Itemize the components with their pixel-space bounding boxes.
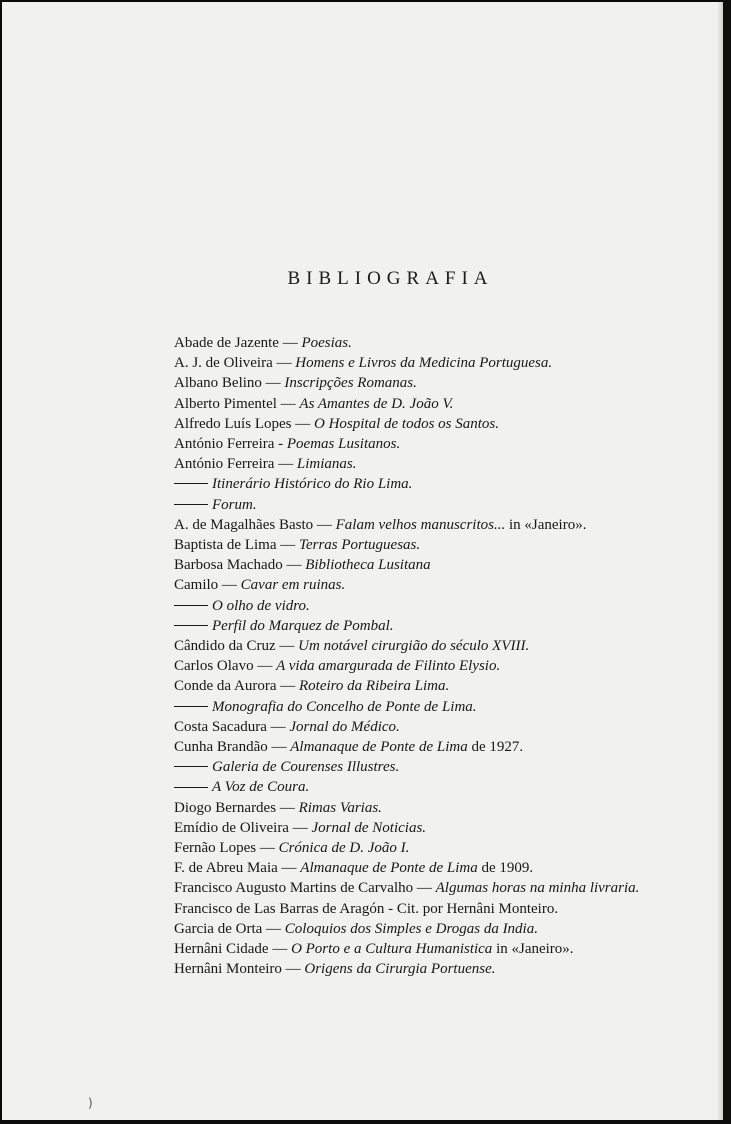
entry-author: Cândido da Cruz — [174, 638, 276, 655]
bibliography-entry — [174, 757, 664, 777]
entry-work-title: Galeria de Courenses Illustres. — [212, 759, 400, 776]
entry-work-title: O Porto e a Cultura Humanistica — [291, 941, 493, 958]
entry-work-title: Algumas horas na minha livraria. — [435, 880, 640, 897]
page-title: BIBLIOGRAFIA — [287, 268, 494, 289]
bibliography-entry — [174, 474, 664, 494]
entry-work-title: Origens da Cirurgia Portuense. — [304, 961, 496, 978]
bibliography-entry — [174, 737, 664, 757]
entry-separator: — — [253, 658, 277, 675]
entry-work-title: A vida amargurada de Filinto Elysio. — [276, 658, 501, 675]
entry-work-title: Jornal do Médico. — [289, 718, 400, 735]
bibliography-entry — [174, 838, 664, 858]
bibliography-entry — [174, 394, 664, 414]
bibliography-entry — [174, 899, 664, 919]
entry-author: Hernâni Cidade — [174, 941, 269, 958]
bibliography-entry — [174, 596, 664, 616]
bibliography-entry — [174, 575, 664, 595]
entry-author: Alfredo Luís Lopes — [174, 415, 292, 432]
bibliography-entry — [174, 717, 664, 737]
bibliography-entry — [174, 798, 664, 818]
entry-work-title: Poemas Lusitanos. — [286, 436, 401, 453]
bibliography-entry — [174, 535, 664, 555]
entry-separator: - — [274, 436, 287, 453]
entry-author: Costa Sacadura — [174, 718, 267, 735]
entry-separator: — — [282, 557, 306, 574]
bibliography-entry — [174, 454, 664, 474]
entry-author: Albano Belino — [174, 375, 262, 392]
entry-author: Barbosa Machado — [174, 557, 283, 574]
entry-suffix: Cit. por Hernâni Monteiro. — [396, 900, 559, 917]
entry-work-title: O olho de vidro. — [212, 597, 310, 614]
entry-separator: — — [276, 395, 300, 412]
entry-work-title: Um notável cirurgião do século XVIII. — [298, 638, 530, 655]
entry-separator: — — [261, 375, 285, 392]
entry-separator: — — [218, 577, 241, 594]
bibliography-entry — [174, 697, 664, 717]
entry-separator: — — [262, 920, 285, 937]
entry-work-title: Almanaque de Ponte de Lima — [300, 860, 478, 877]
entry-author: Garcia de Orta — [174, 920, 263, 937]
bibliography-entry — [174, 959, 664, 979]
entry-separator: — — [275, 638, 299, 655]
entry-author: Diogo Bernardes — [174, 799, 277, 816]
entry-author: Conde da Aurora — [174, 678, 277, 695]
bibliography-entry — [174, 777, 664, 797]
bibliography-entry — [174, 616, 664, 636]
entry-author: Abade de Jazente — [174, 335, 279, 351]
entry-separator: — — [288, 819, 312, 836]
entry-separator: — — [276, 537, 299, 554]
margin-mark: ) — [88, 1096, 93, 1110]
entry-work-title: A Voz de Coura. — [212, 779, 310, 796]
entry-work-title: Forum. — [212, 496, 257, 513]
entry-work-title: Limianas. — [296, 456, 357, 473]
bibliography-entry — [174, 676, 664, 696]
entry-separator: — — [256, 840, 279, 857]
bibliography-entry — [174, 434, 664, 454]
entry-work-title: Coloquios dos Simples e Drogas da India. — [284, 920, 538, 937]
entry-work-title: Itinerário Histórico do Rio Lima. — [212, 476, 413, 493]
bibliography-entry — [174, 656, 664, 676]
entry-separator: — — [276, 678, 299, 695]
entry-separator: — — [276, 799, 299, 816]
entry-separator: — — [267, 739, 291, 756]
bibliography-entry — [174, 818, 664, 838]
entry-author: Alberto Pimentel — [174, 395, 277, 412]
bibliography-entry — [174, 373, 664, 393]
ditto-dash — [174, 605, 208, 606]
entry-suffix: in «Janeiro». — [505, 516, 587, 533]
entry-author: A. de Magalhães Basto — [174, 516, 314, 533]
bibliography-entry — [174, 414, 664, 434]
entry-separator: - — [384, 900, 397, 917]
bibliography-entry — [174, 636, 664, 656]
entry-separator: — — [266, 718, 290, 735]
bibliography-entry — [174, 555, 664, 575]
entry-work-title: Almanaque de Ponte de Lima — [290, 739, 468, 756]
bibliography-entry — [174, 939, 664, 959]
entry-work-title: Inscripções Romanas. — [284, 375, 417, 392]
entry-separator: — — [281, 961, 305, 978]
entry-suffix: de 1909. — [477, 860, 534, 877]
entry-author: F. de Abreu Maia — [174, 860, 278, 877]
entry-work-title: O Hospital de todos os Santos. — [313, 415, 499, 432]
bibliography-entry — [174, 858, 664, 878]
entry-author: Camilo — [174, 577, 219, 594]
bibliography-entry — [174, 353, 664, 373]
ditto-dash — [174, 706, 208, 707]
entry-separator: — — [272, 355, 296, 372]
entry-author: Fernão Lopes — [174, 840, 257, 857]
entry-author: Francisco Augusto Martins de Carvalho — [174, 880, 414, 897]
entry-separator: — — [278, 335, 302, 351]
ditto-dash — [174, 766, 208, 767]
entry-work-title: Monografia do Concelho de Ponte de Lima. — [212, 698, 477, 715]
entry-author: A. J. de Oliveira — [174, 355, 273, 372]
bibliography-entry — [174, 333, 664, 353]
entry-separator: — — [291, 415, 314, 432]
entry-separator: — — [313, 516, 336, 533]
entry-work-title: Crónica de D. João I. — [278, 840, 410, 857]
ditto-dash — [174, 787, 208, 788]
entry-separator: — — [268, 941, 292, 958]
entry-work-title: Rimas Varias. — [298, 799, 382, 816]
entry-separator: — — [277, 860, 301, 877]
entry-author: Baptista de Lima — [174, 537, 277, 554]
entry-author: Emídio de Oliveira — [174, 819, 289, 836]
entry-work-title: Falam velhos manuscritos... — [335, 516, 506, 533]
ditto-dash — [174, 625, 208, 626]
document-page — [2, 2, 723, 1120]
entry-suffix: de 1927. — [467, 739, 524, 756]
bibliography-entry — [174, 495, 664, 515]
entry-separator: — — [413, 880, 436, 897]
entry-work-title: Roteiro da Ribeira Lima. — [298, 678, 450, 695]
entry-work-title: Jornal de Noticias. — [311, 819, 427, 836]
entry-author: Cunha Brandão — [174, 739, 268, 756]
entry-work-title: Perfil do Marquez de Pombal. — [212, 617, 394, 634]
entry-work-title: Cavar em ruinas. — [240, 577, 346, 594]
entry-separator: — — [274, 456, 297, 473]
bibliography-entry — [174, 878, 664, 898]
entry-author: Francisco de Las Barras de Aragón — [174, 900, 385, 917]
entry-author: António Ferreira — [174, 436, 275, 453]
ditto-dash — [174, 483, 208, 484]
entry-suffix: in «Janeiro». — [492, 941, 574, 958]
entry-work-title: Poesias. — [301, 335, 352, 351]
entry-author: Carlos Olavo — [174, 658, 254, 675]
bibliography-entry — [174, 515, 664, 535]
entry-work-title: Terras Portuguesas. — [298, 537, 421, 554]
bibliography-entry — [174, 919, 664, 939]
entry-work-title: Bibliotheca Lusitana — [305, 557, 431, 574]
entry-work-title: As Amantes de D. João V. — [299, 395, 454, 412]
ditto-dash — [174, 504, 208, 505]
page-edge-shadow — [717, 2, 723, 1120]
bibliography-list — [174, 333, 664, 980]
entry-author: Hernâni Monteiro — [174, 961, 282, 978]
entry-author: António Ferreira — [174, 456, 275, 473]
entry-work-title: Homens e Livros da Medicina Portuguesa. — [295, 355, 553, 372]
